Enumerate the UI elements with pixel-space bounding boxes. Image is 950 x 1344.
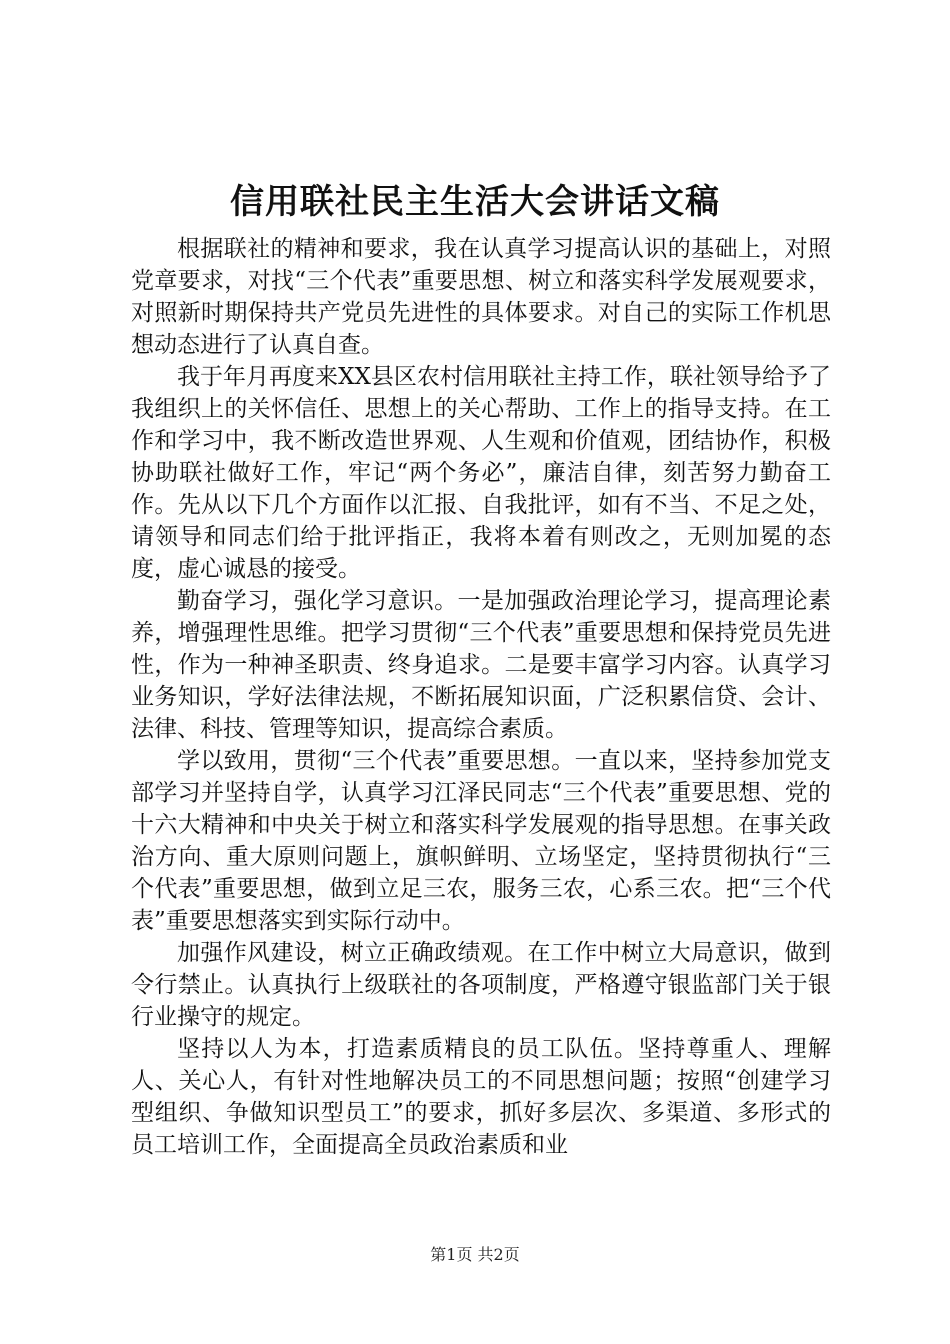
- page-number: 第1页 共2页: [430, 1245, 520, 1264]
- paragraph-work-style: 加强作风建设，树立正确政绩观。在工作中树立大局意识，做到令行禁止。认真执行上级联社的各项制度，严格遵守银监部门关于银行业操守的规定。: [131, 940, 831, 1030]
- paragraph-intro: 根据联社的精神和要求，我在认真学习提高认识的基础上，对照党章要求，对找“三个代表”重要思想、树立和落实科学发展观要求，对照新时期保持共产党员先进性的具体要求。对自己的实际工作机思想动态进行了认真自查。: [131, 236, 831, 358]
- paragraph-apply-learning: 学以致用，贯彻“三个代表”重要思想。一直以来，坚持参加党支部学习并坚持自学，认真学习江泽民同志“三个代表”重要思想、党的十六大精神和中央关于树立和落实科学发展观的指导思想。在事关政治方向、重大原则问题上，旗帜鲜明、立场坚定，坚持贯彻执行“三个代表”重要思想，做到立足三农，服务三农，心系三农。把“三个代表”重要思想落实到实际行动中。: [131, 748, 831, 934]
- document-body: [131, 233, 831, 1161]
- paragraph-study: 勤奋学习，强化学习意识。一是加强政治理论学习，提高理论素养，增强理性思维。把学习贯彻“三个代表”重要思想和保持党员先进性，作为一种神圣职责、终身追求。二是要丰富学习内容。认真学习业务知识，学好法律法规，不断拓展知识面，广泛积累信贷、会计、法律、科技、管理等知识，提高综合素质。: [131, 588, 831, 742]
- paragraph-work-summary: 我于年月再度来XX县区农村信用联社主持工作，联社领导给予了我组织上的关怀信任、思想上的关心帮助、工作上的指导支持。在工作和学习中，我不断改造世界观、人生观和价值观，团结协作，积极协助联社做好工作，牢记“两个务必”，廉洁自律，刻苦努力勤奋工作。先从以下几个方面作以汇报、自我批评，如有不当、不足之处，请领导和同志们给于批评指正，我将本着有则改之，无则加冕的态度，虚心诚恳的接受。: [131, 364, 831, 582]
- document-title: 信用联社民主生活大会讲话文稿: [230, 182, 720, 222]
- paragraph-people-oriented: 坚持以人为本，打造素质精良的员工队伍。坚持尊重人、理解人、关心人，有针对性地解决员工的不同思想问题；按照“创建学习型组织、争做知识型员工”的要求，抓好多层次、多渠道、多形式的员工培训工作，全面提高全员政治素质和业: [131, 1036, 831, 1158]
